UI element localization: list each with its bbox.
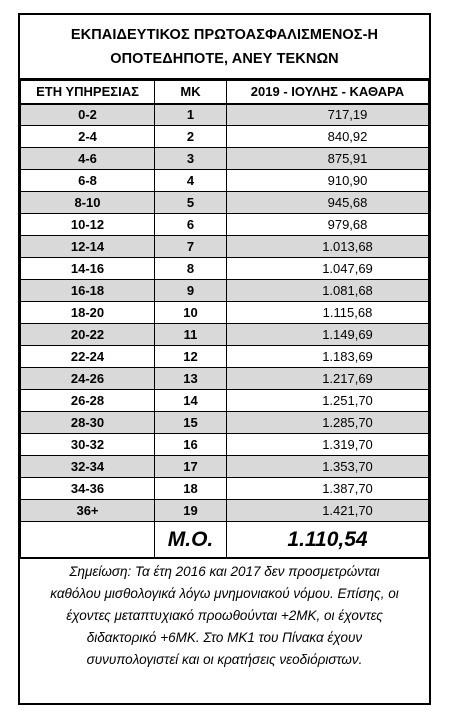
mk-cell: 11 xyxy=(155,324,227,346)
mk-cell: 9 xyxy=(155,280,227,302)
years-cell: 10-12 xyxy=(21,214,155,236)
salary-cell: 1.421,70 xyxy=(227,500,429,522)
table-row xyxy=(21,126,429,148)
header-years: ΕΤΗ ΥΠΗΡΕΣΙΑΣ xyxy=(21,81,155,104)
years-cell: 6-8 xyxy=(21,170,155,192)
years-cell: 24-26 xyxy=(21,368,155,390)
years-cell: 16-18 xyxy=(21,280,155,302)
salary-cell: 945,68 xyxy=(227,192,429,214)
years-cell: 20-22 xyxy=(21,324,155,346)
mk-cell: 17 xyxy=(155,456,227,478)
years-cell: 22-24 xyxy=(21,346,155,368)
table-row xyxy=(21,368,429,390)
salary-cell: 1.081,68 xyxy=(227,280,429,302)
average-blank-cell xyxy=(21,522,155,558)
mk-cell: 1 xyxy=(155,104,227,126)
table-row xyxy=(21,324,429,346)
table-row xyxy=(21,214,429,236)
years-cell: 4-6 xyxy=(21,148,155,170)
years-cell: 26-28 xyxy=(21,390,155,412)
table-title xyxy=(20,15,429,80)
table-row xyxy=(21,170,429,192)
mk-cell: 16 xyxy=(155,434,227,456)
years-cell: 2-4 xyxy=(21,126,155,148)
years-cell: 14-16 xyxy=(21,258,155,280)
salary-cell: 1.387,70 xyxy=(227,478,429,500)
table-row xyxy=(21,104,429,126)
salary-cell: 840,92 xyxy=(227,126,429,148)
note-line-3: έχοντες μεταπτυχιακό προωθούνται +2ΜΚ, οι έχοντες xyxy=(66,608,383,623)
table-row xyxy=(21,302,429,324)
years-cell: 0-2 xyxy=(21,104,155,126)
salary-cell: 1.353,70 xyxy=(227,456,429,478)
mk-cell: 2 xyxy=(155,126,227,148)
header-row xyxy=(21,81,429,104)
table-row xyxy=(21,346,429,368)
salary-cell: 979,68 xyxy=(227,214,429,236)
mk-cell: 13 xyxy=(155,368,227,390)
mk-cell: 19 xyxy=(155,500,227,522)
mk-cell: 8 xyxy=(155,258,227,280)
note-text xyxy=(20,558,429,671)
note-line-2: καθόλου μισθολογικά λόγω μνημονιακού νόμου. Επίσης, οι xyxy=(50,586,399,601)
table-row xyxy=(21,500,429,522)
table-row xyxy=(21,412,429,434)
salary-cell: 1.217,69 xyxy=(227,368,429,390)
table-row xyxy=(21,148,429,170)
table-row xyxy=(21,236,429,258)
title-line-1: ΕΚΠΑΙΔΕΥΤΙΚΟΣ ΠΡΩΤΟΑΣΦΑΛΙΣΜΕΝΟΣ-Η xyxy=(70,26,379,43)
salary-cell: 1.183,69 xyxy=(227,346,429,368)
years-cell: 36+ xyxy=(21,500,155,522)
table-row xyxy=(21,280,429,302)
years-cell: 28-30 xyxy=(21,412,155,434)
table-row xyxy=(21,258,429,280)
average-label: Μ.Ο. xyxy=(155,522,227,558)
salary-cell: 1.285,70 xyxy=(227,412,429,434)
table-body xyxy=(21,104,429,522)
years-cell: 34-36 xyxy=(21,478,155,500)
mk-cell: 18 xyxy=(155,478,227,500)
note-line-4: διδακτορικό +6ΜΚ. Στο ΜΚ1 του Πίνακα έχουν xyxy=(86,630,363,645)
salary-cell: 910,90 xyxy=(227,170,429,192)
salary-cell: 1.013,68 xyxy=(227,236,429,258)
mk-cell: 3 xyxy=(155,148,227,170)
note-line-5: συνυπολογιστεί και οι κρατήσεις νεοδιόριστων. xyxy=(86,652,363,667)
mk-cell: 10 xyxy=(155,302,227,324)
years-cell: 18-20 xyxy=(21,302,155,324)
average-row xyxy=(21,522,429,558)
salary-cell: 1.149,69 xyxy=(227,324,429,346)
mk-cell: 14 xyxy=(155,390,227,412)
salary-table-frame xyxy=(18,13,431,705)
salary-cell: 1.047,69 xyxy=(227,258,429,280)
table-row xyxy=(21,192,429,214)
header-salary: 2019 - ΙΟΥΛΗΣ - ΚΑΘΑΡΑ xyxy=(227,81,429,104)
mk-cell: 5 xyxy=(155,192,227,214)
table-row xyxy=(21,456,429,478)
table-row xyxy=(21,434,429,456)
table-row xyxy=(21,478,429,500)
salary-cell: 875,91 xyxy=(227,148,429,170)
mk-cell: 15 xyxy=(155,412,227,434)
salary-table xyxy=(20,80,429,558)
years-cell: 32-34 xyxy=(21,456,155,478)
mk-cell: 7 xyxy=(155,236,227,258)
average-value: 1.110,54 xyxy=(227,522,429,558)
header-mk: ΜΚ xyxy=(155,81,227,104)
years-cell: 30-32 xyxy=(21,434,155,456)
salary-cell: 717,19 xyxy=(227,104,429,126)
table-row xyxy=(21,390,429,412)
note-line-1: Σημείωση: Τα έτη 2016 και 2017 δεν προσμετρώνται xyxy=(69,564,380,579)
mk-cell: 6 xyxy=(155,214,227,236)
mk-cell: 4 xyxy=(155,170,227,192)
years-cell: 12-14 xyxy=(21,236,155,258)
mk-cell: 12 xyxy=(155,346,227,368)
years-cell: 8-10 xyxy=(21,192,155,214)
salary-cell: 1.319,70 xyxy=(227,434,429,456)
salary-cell: 1.251,70 xyxy=(227,390,429,412)
salary-cell: 1.115,68 xyxy=(227,302,429,324)
title-line-2: ΟΠΟΤΕΔΗΠΟΤΕ, ΑΝΕΥ ΤΕΚΝΩΝ xyxy=(110,50,339,67)
